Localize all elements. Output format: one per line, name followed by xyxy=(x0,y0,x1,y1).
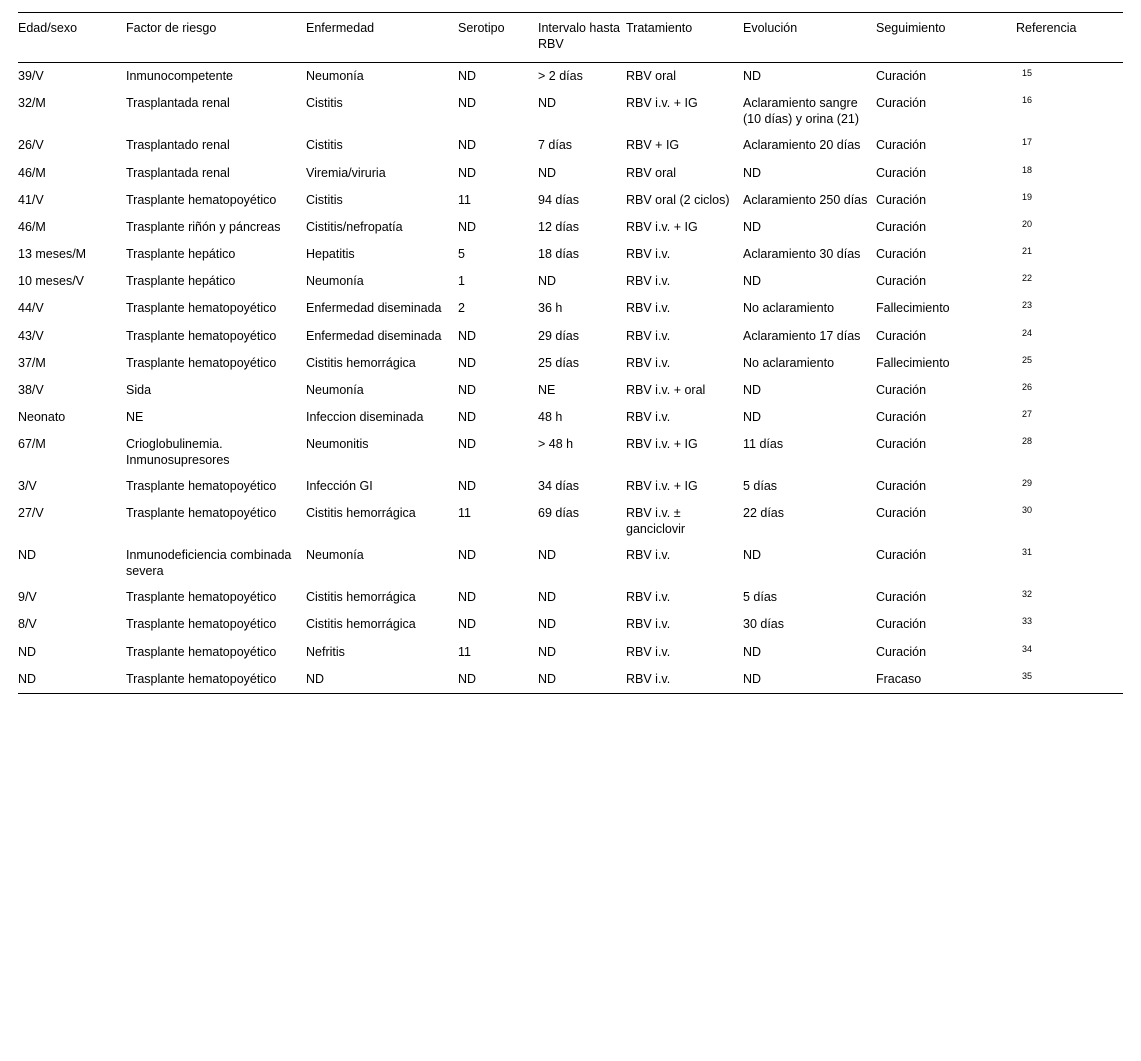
cell-tratamiento: RBV i.v. + IG xyxy=(626,96,698,111)
table-row xyxy=(18,611,1123,638)
cell-edad-sexo: 44/V xyxy=(18,301,44,316)
table-row xyxy=(18,187,1123,214)
cell-seguimiento: Curación xyxy=(876,69,927,84)
cell-edad-sexo: ND xyxy=(18,548,37,563)
cell-intervalo: > 2 días xyxy=(538,69,583,84)
reference-superscript: 33 xyxy=(1022,616,1033,627)
cell-intervalo: > 48 h xyxy=(538,437,574,452)
cell-serotipo: ND xyxy=(458,479,477,494)
cell-seguimiento: Fracaso xyxy=(876,671,922,686)
table-row xyxy=(18,431,1123,473)
cell-serotipo: 5 xyxy=(458,247,465,262)
cell-serotipo: 1 xyxy=(458,274,465,289)
column-header-referencia: Referencia xyxy=(1016,21,1077,35)
reference-superscript: 17 xyxy=(1022,137,1033,148)
cell-referencia xyxy=(1016,323,1123,350)
cell-seguimiento: Curación xyxy=(876,138,927,153)
cell-tratamiento: RBV i.v. ± ganciclovir xyxy=(626,506,686,537)
reference-superscript: 34 xyxy=(1022,643,1033,654)
table-row xyxy=(18,214,1123,241)
cell-referencia xyxy=(1016,214,1123,241)
cell-seguimiento: Curación xyxy=(876,96,927,111)
cell-factor-de-riesgo: Trasplante hematopoyético xyxy=(126,355,277,370)
cell-tratamiento: RBV i.v. + IG xyxy=(626,437,698,452)
cell-seguimiento: Curación xyxy=(876,590,927,605)
cell-evolucion: 30 días xyxy=(743,617,785,632)
cell-referencia xyxy=(1016,431,1123,473)
cell-referencia xyxy=(1016,611,1123,638)
cell-tratamiento: RBV oral (2 ciclos) xyxy=(626,192,730,207)
reference-superscript: 31 xyxy=(1022,547,1033,558)
cell-enfermedad: Neumonía xyxy=(306,548,364,563)
cell-intervalo: 34 días xyxy=(538,479,580,494)
cell-factor-de-riesgo: Trasplante hematopoyético xyxy=(126,671,277,686)
column-header-serotipo: Serotipo xyxy=(458,21,505,35)
table-body xyxy=(18,63,1123,694)
cell-evolucion: Aclaramiento 250 días xyxy=(743,192,868,207)
reference-superscript: 20 xyxy=(1022,218,1033,229)
cell-intervalo: 12 días xyxy=(538,219,580,234)
column-header-intervalo-hasta-rbv: Intervalo hasta RBV xyxy=(538,21,620,51)
cell-enfermedad: Neumonía xyxy=(306,274,364,289)
cell-enfermedad: Cistitis hemorrágica xyxy=(306,590,416,605)
cell-seguimiento: Fallecimiento xyxy=(876,301,950,316)
reference-superscript: 32 xyxy=(1022,589,1033,600)
cell-serotipo: ND xyxy=(458,328,477,343)
cell-referencia xyxy=(1016,666,1123,694)
reference-superscript: 28 xyxy=(1022,436,1033,447)
cell-factor-de-riesgo: Trasplante hepático xyxy=(126,247,236,262)
cell-referencia xyxy=(1016,584,1123,611)
cell-intervalo: 18 días xyxy=(538,247,580,262)
cell-evolucion: Aclaramiento 30 días xyxy=(743,247,861,262)
cell-enfermedad: Infección GI xyxy=(306,479,373,494)
cell-tratamiento: RBV i.v. xyxy=(626,247,671,262)
cell-factor-de-riesgo: Crioglobulinemia. Inmunosupresores xyxy=(126,437,230,468)
cell-enfermedad: Infeccion diseminada xyxy=(306,409,424,424)
column-header-tratamiento: Tratamiento xyxy=(626,21,693,35)
cell-seguimiento: Curación xyxy=(876,617,927,632)
cell-tratamiento: RBV i.v. xyxy=(626,548,671,563)
cell-enfermedad: Cistitis/nefropatía xyxy=(306,219,403,234)
cell-intervalo: ND xyxy=(538,96,557,111)
cell-referencia xyxy=(1016,404,1123,431)
clinical-cases-table xyxy=(18,12,1123,694)
table-row xyxy=(18,132,1123,159)
table-header-row xyxy=(18,13,1123,63)
cell-factor-de-riesgo: Trasplante riñón y páncreas xyxy=(126,219,281,234)
cell-evolucion: Aclaramiento 20 días xyxy=(743,138,861,153)
reference-superscript: 15 xyxy=(1022,68,1033,79)
cell-edad-sexo: 27/V xyxy=(18,506,44,521)
cell-referencia xyxy=(1016,295,1123,322)
reference-superscript: 27 xyxy=(1022,408,1033,419)
table-row xyxy=(18,63,1123,91)
cell-seguimiento: Curación xyxy=(876,548,927,563)
cell-enfermedad: Neumonitis xyxy=(306,437,369,452)
cell-enfermedad: Cistitis xyxy=(306,96,343,111)
cell-factor-de-riesgo: Trasplantada renal xyxy=(126,96,230,111)
cell-factor-de-riesgo: Inmunodeficiencia combinada severa xyxy=(126,548,292,579)
cell-factor-de-riesgo: Trasplante hematopoyético xyxy=(126,328,277,343)
cell-edad-sexo: ND xyxy=(18,671,37,686)
cell-evolucion: 11 días xyxy=(743,437,784,452)
cell-factor-de-riesgo: Trasplante hematopoyético xyxy=(126,617,277,632)
cell-edad-sexo: 43/V xyxy=(18,328,44,343)
cell-factor-de-riesgo: NE xyxy=(126,409,144,424)
cell-factor-de-riesgo: Trasplante hematopoyético xyxy=(126,301,277,316)
cell-seguimiento: Curación xyxy=(876,247,927,262)
cell-serotipo: ND xyxy=(458,671,477,686)
reference-superscript: 22 xyxy=(1022,273,1033,284)
cell-factor-de-riesgo: Trasplante hematopoyético xyxy=(126,479,277,494)
cell-serotipo: ND xyxy=(458,138,477,153)
cell-seguimiento: Curación xyxy=(876,274,927,289)
cell-intervalo: ND xyxy=(538,548,557,563)
reference-superscript: 24 xyxy=(1022,327,1033,338)
cell-seguimiento: Curación xyxy=(876,437,927,452)
reference-superscript: 29 xyxy=(1022,478,1033,489)
cell-evolucion: 5 días xyxy=(743,479,778,494)
cell-intervalo: 7 días xyxy=(538,138,573,153)
cell-evolucion: ND xyxy=(743,69,762,84)
cell-tratamiento: RBV oral xyxy=(626,165,677,180)
cell-seguimiento: Curación xyxy=(876,644,927,659)
cell-factor-de-riesgo: Inmunocompetente xyxy=(126,69,234,84)
cell-intervalo: 36 h xyxy=(538,301,563,316)
column-header-edad-sexo: Edad/sexo xyxy=(18,21,78,35)
cell-evolucion: ND xyxy=(743,165,762,180)
cell-serotipo: ND xyxy=(458,409,477,424)
document-page xyxy=(0,12,1141,694)
table-row xyxy=(18,666,1123,694)
column-header-seguimiento: Seguimiento xyxy=(876,21,946,35)
cell-factor-de-riesgo: Trasplante hematopoyético xyxy=(126,506,277,521)
table-row xyxy=(18,160,1123,187)
cell-referencia xyxy=(1016,90,1123,132)
cell-factor-de-riesgo: Trasplante hematopoyético xyxy=(126,644,277,659)
cell-factor-de-riesgo: Sida xyxy=(126,382,152,397)
cell-factor-de-riesgo: Trasplante hematopoyético xyxy=(126,192,277,207)
cell-tratamiento: RBV i.v. xyxy=(626,671,671,686)
table-row xyxy=(18,377,1123,404)
reference-superscript: 19 xyxy=(1022,191,1033,202)
cell-edad-sexo: 3/V xyxy=(18,479,37,494)
column-header-evolucion: Evolución xyxy=(743,21,798,35)
cell-intervalo: ND xyxy=(538,274,557,289)
cell-tratamiento: RBV + IG xyxy=(626,138,680,153)
cell-enfermedad: Neumonía xyxy=(306,382,364,397)
table-row xyxy=(18,268,1123,295)
cell-factor-de-riesgo: Trasplantado renal xyxy=(126,138,230,153)
cell-enfermedad: Cistitis xyxy=(306,138,343,153)
cell-serotipo: ND xyxy=(458,382,477,397)
cell-edad-sexo: 37/M xyxy=(18,355,46,370)
table-row xyxy=(18,639,1123,666)
reference-superscript: 23 xyxy=(1022,300,1033,311)
cell-tratamiento: RBV i.v. + IG xyxy=(626,479,698,494)
cell-serotipo: ND xyxy=(458,355,477,370)
cell-edad-sexo: 32/M xyxy=(18,96,46,111)
cell-factor-de-riesgo: Trasplante hematopoyético xyxy=(126,590,277,605)
cell-seguimiento: Curación xyxy=(876,219,927,234)
cell-edad-sexo: 13 meses/M xyxy=(18,247,87,262)
table-row xyxy=(18,542,1123,584)
table-row xyxy=(18,584,1123,611)
cell-serotipo: ND xyxy=(458,548,477,563)
cell-referencia xyxy=(1016,500,1123,542)
cell-evolucion: ND xyxy=(743,644,762,659)
cell-serotipo: 11 xyxy=(458,506,471,521)
cell-tratamiento: RBV i.v. xyxy=(626,328,671,343)
cell-evolucion: ND xyxy=(743,382,762,397)
cell-referencia xyxy=(1016,268,1123,295)
table-row xyxy=(18,404,1123,431)
cell-seguimiento: Curación xyxy=(876,328,927,343)
cell-edad-sexo: 9/V xyxy=(18,590,37,605)
reference-superscript: 35 xyxy=(1022,670,1033,681)
cell-edad-sexo: 41/V xyxy=(18,192,44,207)
cell-seguimiento: Curación xyxy=(876,479,927,494)
cell-edad-sexo: 46/M xyxy=(18,219,46,234)
cell-edad-sexo: 39/V xyxy=(18,69,44,84)
cell-intervalo: ND xyxy=(538,165,557,180)
cell-seguimiento: Curación xyxy=(876,165,927,180)
cell-enfermedad: Cistitis xyxy=(306,192,343,207)
cell-intervalo: 25 días xyxy=(538,355,580,370)
reference-superscript: 18 xyxy=(1022,164,1033,175)
cell-intervalo: NE xyxy=(538,382,556,397)
cell-enfermedad: Viremia/viruria xyxy=(306,165,386,180)
cell-evolucion: Aclaramiento 17 días xyxy=(743,328,861,343)
cell-tratamiento: RBV i.v. + oral xyxy=(626,382,706,397)
cell-intervalo: ND xyxy=(538,590,557,605)
column-header-factor-de-riesgo: Factor de riesgo xyxy=(126,21,217,35)
cell-referencia xyxy=(1016,63,1123,91)
cell-evolucion: Aclaramiento sangre (10 días) y orina (21) xyxy=(743,96,860,127)
cell-evolucion: ND xyxy=(743,548,762,563)
cell-enfermedad: Cistitis hemorrágica xyxy=(306,506,416,521)
table-row xyxy=(18,500,1123,542)
cell-edad-sexo: 10 meses/V xyxy=(18,274,85,289)
cell-referencia xyxy=(1016,542,1123,584)
reference-superscript: 21 xyxy=(1022,246,1033,257)
cell-enfermedad: Cistitis hemorrágica xyxy=(306,355,416,370)
cell-edad-sexo: 38/V xyxy=(18,382,44,397)
cell-intervalo: 69 días xyxy=(538,506,580,521)
cell-evolucion: ND xyxy=(743,671,762,686)
cell-serotipo: ND xyxy=(458,590,477,605)
cell-serotipo: ND xyxy=(458,165,477,180)
cell-referencia xyxy=(1016,350,1123,377)
cell-referencia xyxy=(1016,132,1123,159)
cell-serotipo: ND xyxy=(458,69,477,84)
cell-referencia xyxy=(1016,187,1123,214)
cell-tratamiento: RBV i.v. xyxy=(626,274,671,289)
cell-evolucion: ND xyxy=(743,274,762,289)
cell-tratamiento: RBV i.v. xyxy=(626,409,671,424)
reference-superscript: 25 xyxy=(1022,354,1033,365)
cell-enfermedad: Enfermedad diseminada xyxy=(306,301,442,316)
table-row xyxy=(18,473,1123,500)
cell-referencia xyxy=(1016,639,1123,666)
reference-superscript: 30 xyxy=(1022,505,1033,516)
cell-tratamiento: RBV i.v. xyxy=(626,355,671,370)
cell-seguimiento: Curación xyxy=(876,506,927,521)
cell-factor-de-riesgo: Trasplante hepático xyxy=(126,274,236,289)
cell-tratamiento: RBV i.v. xyxy=(626,590,671,605)
cell-tratamiento: RBV i.v. xyxy=(626,617,671,632)
cell-enfermedad: Enfermedad diseminada xyxy=(306,328,442,343)
cell-seguimiento: Curación xyxy=(876,382,927,397)
cell-edad-sexo: 26/V xyxy=(18,138,44,153)
cell-evolucion: No aclaramiento xyxy=(743,355,835,370)
cell-evolucion: 5 días xyxy=(743,590,778,605)
cell-seguimiento: Curación xyxy=(876,192,927,207)
cell-seguimiento: Fallecimiento xyxy=(876,355,950,370)
reference-superscript: 16 xyxy=(1022,95,1033,106)
column-header-enfermedad: Enfermedad xyxy=(306,21,375,35)
cell-referencia xyxy=(1016,160,1123,187)
cell-evolucion: ND xyxy=(743,219,762,234)
cell-serotipo: 2 xyxy=(458,301,465,316)
cell-serotipo: ND xyxy=(458,617,477,632)
cell-intervalo: 94 días xyxy=(538,192,580,207)
cell-edad-sexo: 67/M xyxy=(18,437,46,452)
cell-serotipo: 11 xyxy=(458,192,471,207)
cell-serotipo: ND xyxy=(458,437,477,452)
cell-evolucion: ND xyxy=(743,409,762,424)
cell-referencia xyxy=(1016,473,1123,500)
cell-serotipo: ND xyxy=(458,219,477,234)
cell-serotipo: ND xyxy=(458,96,477,111)
cell-intervalo: ND xyxy=(538,671,557,686)
cell-enfermedad: ND xyxy=(306,671,325,686)
cell-tratamiento: RBV i.v. + IG xyxy=(626,219,698,234)
cell-enfermedad: Nefritis xyxy=(306,644,345,659)
cell-intervalo: ND xyxy=(538,644,557,659)
cell-enfermedad: Cistitis hemorrágica xyxy=(306,617,416,632)
reference-superscript: 26 xyxy=(1022,381,1033,392)
table-header xyxy=(18,13,1123,63)
cell-tratamiento: RBV i.v. xyxy=(626,644,671,659)
cell-evolucion: No aclaramiento xyxy=(743,301,835,316)
cell-seguimiento: Curación xyxy=(876,409,927,424)
cell-enfermedad: Neumonía xyxy=(306,69,364,84)
cell-enfermedad: Hepatitis xyxy=(306,247,355,262)
cell-edad-sexo: ND xyxy=(18,644,37,659)
cell-edad-sexo: 8/V xyxy=(18,617,37,632)
cell-intervalo: 48 h xyxy=(538,409,563,424)
table-row xyxy=(18,295,1123,322)
table-row xyxy=(18,90,1123,132)
table-row xyxy=(18,241,1123,268)
cell-tratamiento: RBV oral xyxy=(626,69,677,84)
cell-evolucion: 22 días xyxy=(743,506,785,521)
cell-factor-de-riesgo: Trasplantada renal xyxy=(126,165,230,180)
cell-referencia xyxy=(1016,241,1123,268)
cell-intervalo: ND xyxy=(538,617,557,632)
cell-serotipo: 11 xyxy=(458,644,471,659)
cell-intervalo: 29 días xyxy=(538,328,580,343)
cell-edad-sexo: Neonato xyxy=(18,409,66,424)
cell-referencia xyxy=(1016,377,1123,404)
table-row xyxy=(18,350,1123,377)
cell-tratamiento: RBV i.v. xyxy=(626,301,671,316)
table-row xyxy=(18,323,1123,350)
cell-edad-sexo: 46/M xyxy=(18,165,46,180)
